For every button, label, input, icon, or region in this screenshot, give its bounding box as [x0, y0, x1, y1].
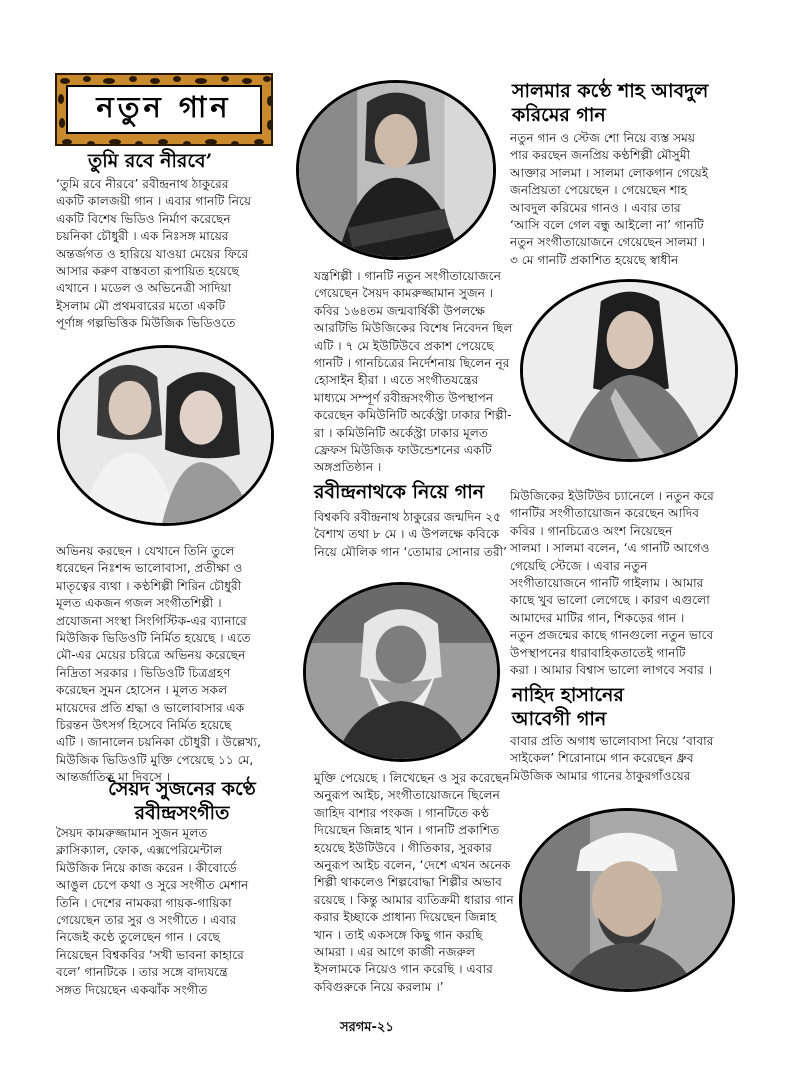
photo-syed-sujon — [296, 80, 496, 260]
article-text-syed-sujon-1: সৈয়দ কামরুজ্জামান সুজন মূলত ক্লাসিক্যাল, ফোক, এক্সপেরিমেন্টাল মিউজিক নিয়ে কাজ করেন । কীবোর্ডে আঙুল চেপে কথা ও সুরে সংগীত মেশান তিনি । দেশের নামকরা গায়ক-গায়িকা গেয়েছেন তার সুর ও সংগীতে । এবার নিজেই কণ্ঠে তুলেছেন গান । বেছে নিয়েছেন বিশ্বকবির ‘সখী ভাবনা কাহারে বলে’ গানটিকে । তার সঙ্গে বাদ্যযন্ত্রে সঙ্গত দিয়েছেন একঝাঁক সংগীত — [56, 826, 249, 997]
heading-nahid-hasan: নাহিদ হাসানের আবেগী গান — [512, 684, 624, 730]
article-text-salma-1: নতুন গান ও স্টেজ শো নিয়ে ব্যস্ত সময় পার করছেন জনপ্রিয় কণ্ঠশিল্পী মৌসুমী আক্তার সালমা । সালমা লোকগান গেয়েই জনপ্রিয়তা পেয়েছেন । গেয়েছেন শাহ আবদুল করিমের গানও । এবার তার ‘আসি বলে গেল বন্ধু আইলো না’ গানটি নতুন সংগীতায়োজনে গেয়েছেন সালমা । ৩ মে গানটি প্রকাশিত হয়েছে স্বাধীন — [510, 131, 709, 267]
heading-tumi-robe-nirobe: তুমি রবে নীরবে’ — [88, 150, 213, 172]
heading-rabindranath-song: রবীন্দ্রনাথকে নিয়ে গান — [314, 481, 485, 503]
banner-title: নতুন গান — [96, 90, 232, 124]
photo-salma — [520, 279, 738, 462]
heading-syed-sujon: সৈয়দ সুজনের কণ্ঠে রবীন্দ্রসংগীত — [108, 778, 256, 824]
banner-inner — [66, 85, 262, 134]
article-text-rabindranath-2: মুক্তি পেয়েছে । লিখেছেন ও সুর করেছেন অনুরূপ আইচ, সংগীতায়োজনে ছিলেন জাহিদ বাশার পংকজ । গানটিতে কণ্ঠ দিয়েছেন জিন্নাহ খান । গানটি প্রকাশিত হয়েছে ইউটিউবে । গীতিকার, সুরকার অনুরূপ আইচ বলেন, ‘দেশে এখন অনেক শিল্পী থাকলেও শিল্পবোদ্ধা শিল্পীর অভাব রয়েছে । কিন্তু আমার ব্যতিক্রমী ধারার গান করার ইচ্ছাকে প্রাধান্য দিয়েছেন জিন্নাহ খান । তাই একসঙ্গে কিছু গান করছি আমরা । এর আগে কাজী নজরুল ইসলামকে নিয়েও গান করেছি । এবার কবিগুরুকে নিয়ে করলাম ।’ — [314, 771, 514, 994]
heading-salma: সালমার কণ্ঠে শাহ আবদুল করিমের গান — [512, 80, 709, 126]
photo-mother-daughter — [57, 345, 274, 526]
page-number: সরগম-২১ — [340, 1020, 394, 1035]
article-text-salma-2: মিউজিকের ইউটিউব চ্যানেলে । নতুন করে গানটির সংগীতায়োজন করেছেন আদিব কবির । গানচিত্রেও অংশ নিয়েছেন সালমা । সালমা বলেন, ‘এ গানটি আগেও গেয়েছি স্টেজে । এবার নতুন সংগীতায়োজনে গানটি গাইলাম । আমার কাছে খুব ভালো লেগেছে । কারণ এগুলো আমাদের মাটির গান, শিকড়ের গান । নতুন প্রজন্মের কাছে গানগুলো নতুন ভাবে উপস্থাপনের ধারাবাহিকতাতেই গানটি করা । আমার বিশ্বাস ভালো লাগবে সবার । — [510, 489, 714, 678]
photo-rabindranath-tagore — [303, 582, 500, 762]
article-text-mother-video-1: ‘তুমি রবে নীরবে’ রবীন্দ্রনাথ ঠাকুরের একটি কালজয়ী গান । এবার গানটি নিয়ে একটি বিশেষ ভিডিও নির্মাণ করেছেন চয়নিকা চৌধুরী । এক নিঃসঙ্গ মায়ের অন্তর্জগত ও হারিয়ে যাওয়া মেয়ের ফিরে আসার করুণ বাস্তবতা রূপায়িত হয়েছে এখানে । মডেল ও অভিনেত্রী সাদিয়া ইসলাম মৌ প্রথমবারের মতো একটি পূর্ণাঙ্গ গল্পভিত্তিক মিউজিক ভিডিওতে — [56, 177, 252, 331]
section-banner — [55, 73, 273, 146]
article-text-syed-sujon-2: যন্ত্রশিল্পী । গানটি নতুন সংগীতায়োজনে গেয়েছেন সৈয়দ কামরুজ্জামান সুজন । কবির ১৬৪তম জন্মবার্ষিকী উপলক্ষে আরটিভি মিউজিকের বিশেষ নিবেদন ছিল এটি । ৭ মে ইউটিউবে প্রকাশ পেয়েছে গানটি । গানচিত্রের নির্দেশনায় ছিলেন নূর হোসাইন হীরা । এতে সংগীতযন্ত্রের মাধ্যমে সম্পূর্ণ রবীন্দ্রসংগীত উপস্থাপন করেছেন কমিউনিটি অর্কেস্ট্রা ঢাকার শিল্পী- রা । কমিউনিটি অর্কেস্ট্রা ঢাকার মূলত ফ্রেফস মিউজিক ফাউন্ডেশনের একটি অঙ্গপ্রতিষ্ঠান । — [314, 269, 513, 475]
article-text-rabindranath-1: বিশ্বকবি রবীন্দ্রনাথ ঠাকুরের জন্মদিন ২৫ বৈশাখ তথা ৮ মে । এ উপলক্ষে কবিকে নিয়ে মৌলিক গান ‘তোমার সোনার তরী’ — [314, 510, 508, 559]
article-text-mother-video-2: অভিনয় করছেন । যেখানে তিনি তুলে ধরেছেন নিঃশব্দ ভালোবাসা, প্রতীক্ষা ও মাতৃত্বের ব্যথা । কণ্ঠশিল্পী শিরিন চৌধুরী মূলত একজন গজল সংগীতশিল্পী । প্রযোজনা সংস্থা সিংগিস্টিক-এর ব্যানারে মিউজিক ভিডিওটি নির্মিত হয়েছে । এতে মৌ-এর মেয়ের চরিত্রে অভিনয় করেছেন নিদ্রিতা সরকার । ভিডিওটি চিত্রগ্রহণ করেছেন সুমন হোসেন । মূলত সকল মায়েদের প্রতি শ্রদ্ধা ও ভালোবাসার এক চিরন্তন উৎসর্গ হিসেবে নির্মিত হয়েছে এটি । জানালেন চয়নিকা চৌধুরী । উল্লেখ্য, মিউজিক ভিডিওটি মুক্তি পেয়েছে ১১ মে, আন্তর্জাতিক মা দিবসে । — [56, 544, 261, 785]
photo-nahid-hasan — [519, 808, 735, 992]
article-text-nahid-hasan: বাবার প্রতি অগাধ ভালোবাসা নিয়ে ‘বাবার সাইকেল’ শিরোনামে গান করেছেন ধ্রুব মিউজিক আমার গানের ঠাকুরগাঁওয়ের — [510, 734, 714, 783]
